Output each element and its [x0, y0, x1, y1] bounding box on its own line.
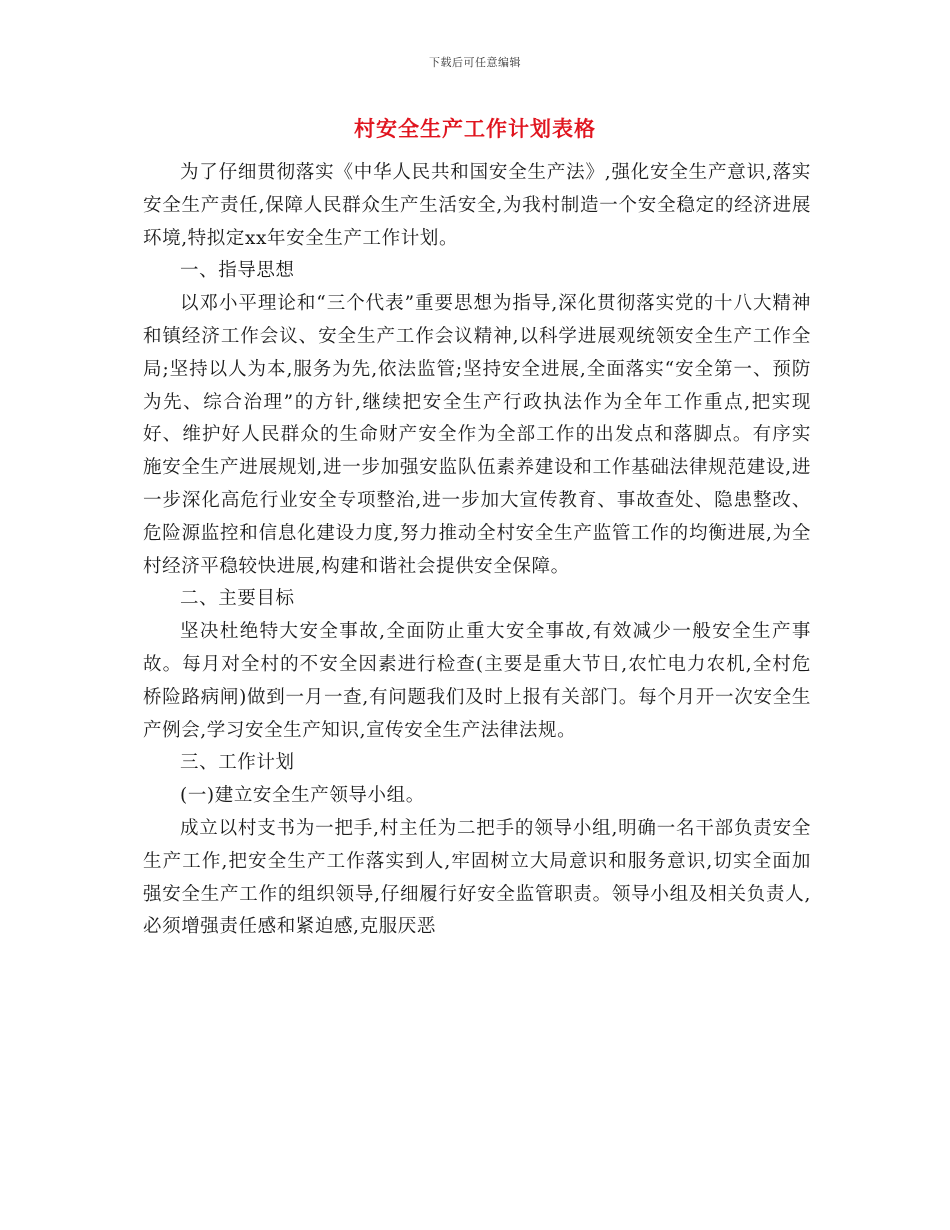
paragraph-leading-group: 成立以村支书为一把手,村主任为二把手的领导小组,明确一名干部负责安全生产工作,把安全生产工作落实到人,牢固树立大局意识和服务意识,切实全面加强安全生产工作的组织领导,仔细履行好安全监管职责。领导小组及相关负责人,必须增强责任感和紧迫感,克服厌恶 [143, 817, 811, 938]
paragraph-guiding-ideology: 以邓小平理论和“三个代表”重要思想为指导,深化贯彻落实党的十八大精神和镇经济工作会议、安全生产工作会议精神,以科学进展观统领安全生产工作全局;坚持以人为本,服务为先,依法监管;坚持安全进展,全面落实“安全第一、预防为先、综合治理”的方针,继续把安全生产行政执法作为全年工作重点,把实现好、维护好人民群众的生命财产安全作为全部工作的出发点和落脚点。有序实施安全生产进展规划,进一步加强安监队伍素养建设和工作基础法律规范建设,进一步深化高危行业安全专项整治,进一步加大宣传教育、事故查处、隐患整改、危险源监控和信息化建设力度,努力推动全村安全生产监管工作的均衡进展,为全村经济平稳较快进展,构建和谐社会提供安全保障。 [143, 293, 811, 577]
section-heading-work-plan: 三、工作计划 [180, 752, 295, 774]
header-note: 下载后可任意编辑 [429, 56, 521, 69]
document-body [143, 157, 811, 944]
section-heading-guiding-ideology: 一、指导思想 [180, 260, 295, 282]
paragraph-intro: 为了仔细贯彻落实《中华人民共和国安全生产法》,强化安全生产意识,落实安全生产责任,保障人民群众生产生活安全,为我村制造一个安全稳定的经济进展环境,特拟定xx年安全生产工作计划。 [143, 162, 811, 249]
subsection-heading-leading-group: (一)建立安全生产领导小组。 [180, 785, 425, 807]
section-heading-main-goals: 二、主要目标 [180, 588, 295, 610]
document-title: 村安全生产工作计划表格 [354, 116, 596, 141]
paragraph-main-goals: 坚决杜绝特大安全事故,全面防止重大安全事故,有效减少一般安全生产事故。每月对全村的不安全因素进行检查(主要是重大节日,农忙电力农机,全村危桥险路病闸)做到一月一查,有问题我们及时上报有关部门。每个月开一次安全生产例会,学习安全生产知识,宣传安全生产法律法规。 [143, 621, 811, 741]
